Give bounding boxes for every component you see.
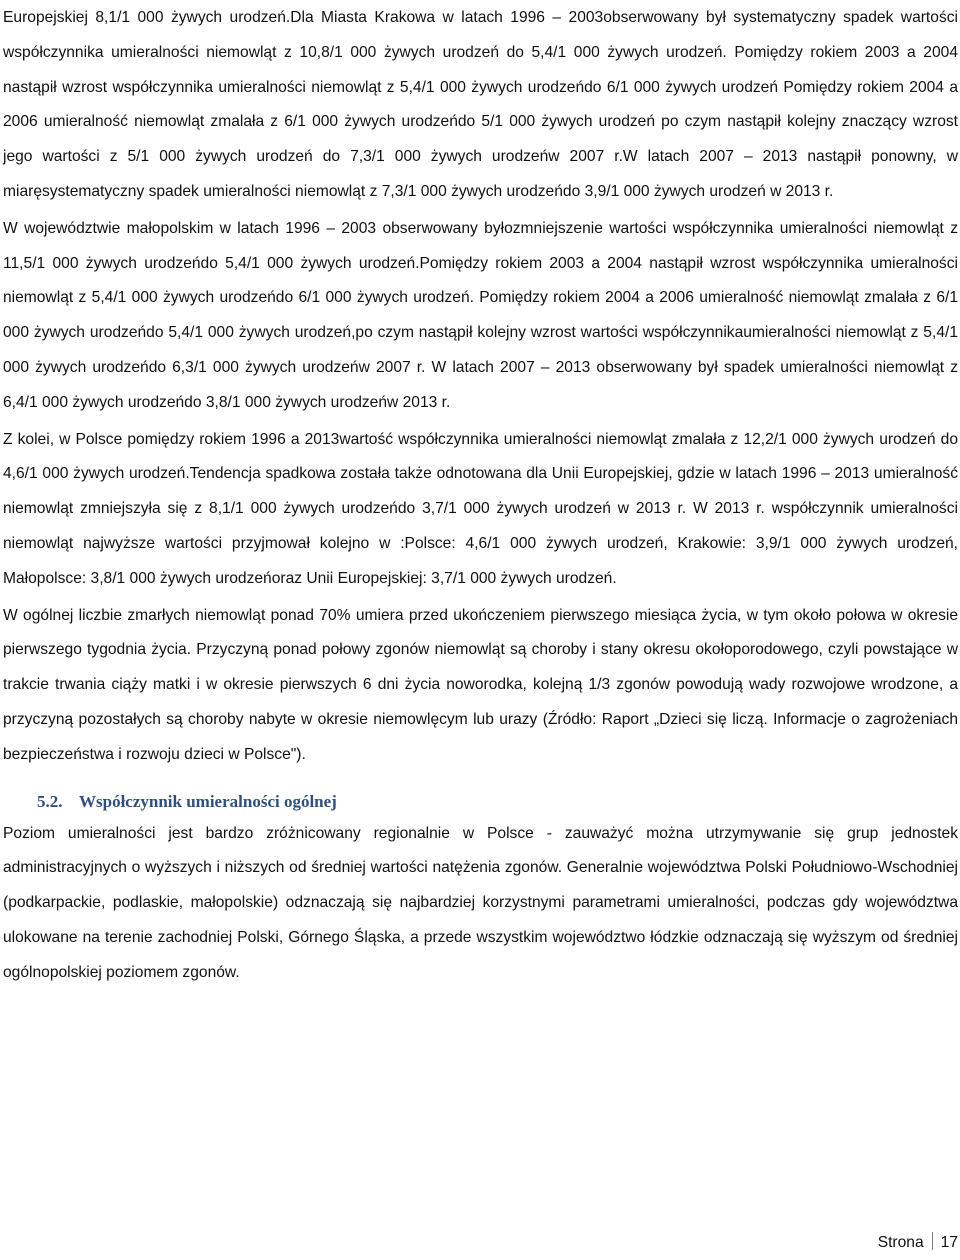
section-title: Współczynnik umieralności ogólnej xyxy=(79,791,337,811)
paragraph-malopolska-infant-mortality: W województwie małopolskim w latach 1996 – 2003 obserwowany byłozmniejszenie wartości współczynnika umieralności niemowląt z 11,5/1 000 żywych urodzeńdo 5,4/1 000 żywych urodzeń.Pomiędzy rokiem 2003 a 2004 nastąpił wzrost współczynnika umieralności niemowląt z 5,4/1 000 żywych urodzeńdo 6/1 000 żywych urodzeń. Pomiędzy rokiem 2004 a 2006 umieralność niemowląt zmalała z 6/1 000 żywych urodzeńdo 5,4/1 000 żywych urodzeń,po czym nastąpił kolejny wzrost wartości współczynnikaumieralności niemowląt z 5,4/1 000 żywych urodzeńdo 6,3/1 000 żywych urodzeńw 2007 r. W latach 2007 – 2013 obserwowany był spadek umieralności niemowląt z 6,4/1 000 żywych urodzeńdo 3,8/1 000 żywych urodzeńw 2013 r. xyxy=(3,219,958,411)
footer-separator xyxy=(932,1232,933,1250)
paragraph-poland-eu-infant-mortality: Z kolei, w Polsce pomiędzy rokiem 1996 a 2013wartość współczynnika umieralności niemowląt zmalała z 12,2/1 000 żywych urodzeń do 4,6/1 000 żywych urodzeń.Tendencja spadkowa została także odnotowana dla Unii Europejskiej, gdzie w latach 1996 – 2013 umieralność niemowląt zmniejszyła się z 8,1/1 000 żywych urodzeńdo 3,7/1 000 żywych urodzeń w 2013 r. W 2013 r. współczynnik umieralności niemowląt najwyższe wartości przyjmował kolejno w :Polsce: 4,6/1 000 żywych urodzeń, Krakowie: 3,9/1 000 żywych urodzeń, Małopolsce: 3,8/1 000 żywych urodzeńoraz Unii Europejskiej: 3,7/1 000 żywych urodzeń. xyxy=(3,430,958,587)
page-footer xyxy=(878,1232,958,1254)
paragraph-regional-mortality: Poziom umieralności jest bardzo zróżnicowany regionalnie w Polsce - zauważyć można utrzymywanie się grup jednostek administracyjnych o wyższych i niższych od średniej wartości natężenia zgonów. Generalnie województwa Polski Południowo-Wschodniej (podkarpackie, podlaskie, małopolskie) odznaczają się najbardziej korzystnymi parametrami umieralności, podczas gdy województwa ulokowane na terenie zachodniej Polski, Górnego Śląska, a przede wszystkim województwo łódzkie odznaczają się wyższym od średniej ogólnopolskiej poziomem zgonów. xyxy=(3,824,958,981)
footer-label: Strona xyxy=(877,1234,924,1251)
section-number: 5.2. xyxy=(37,791,63,811)
paragraph-krakow-infant-mortality: Europejskiej 8,1/1 000 żywych urodzeń.Dla Miasta Krakowa w latach 1996 – 2003obserwowany był systematyczny spadek wartości współczynnika umieralności niemowląt z 10,8/1 000 żywych urodzeń do 5,4/1 000 żywych urodzeń. Pomiędzy rokiem 2003 a 2004 nastąpił wzrost współczynnika umieralności niemowląt z 5,4/1 000 żywych urodzeńdo 6/1 000 żywych urodzeń Pomiędzy rokiem 2004 a 2006 umieralność niemowląt zmalała z 6/1 000 żywych urodzeńdo 5/1 000 żywych urodzeń po czym nastąpił kolejny znaczący wzrost jego wartości z 5/1 000 żywych urodzeń do 7,3/1 000 żywych urodzeńw 2007 r.W latach 2007 – 2013 nastąpił ponowny, w miaręsystematyczny spadek umieralności niemowląt z 7,3/1 000 żywych urodzeńdo 3,9/1 000 żywych urodzeń w 2013 r. xyxy=(3,9,958,200)
section-heading xyxy=(37,787,958,817)
paragraph-causes-infant-deaths: W ogólnej liczbie zmarłych niemowląt ponad 70% umiera przed ukończeniem pierwszego miesiąca życia, w tym około połowa w okresie pierwszego tygodnia życia. Przyczyną ponad połowy zgonów niemowląt są choroby i stany okresu okołoporodowego, czyli powstające w trakcie trwania ciąży matki i w okresie pierwszych 6 dni życia noworodka, kolejną 1/3 zgonów powodują wady rozwojowe wrodzone, a przyczyną pozostałych są choroby nabyte w okresie niemowlęcym lub urazy (Źródło: Raport „Dzieci się liczą. Informacje o zagrożeniach bezpieczeństwa i rozwoju dzieci w Polsce"). xyxy=(3,606,958,763)
footer-page-number: 17 xyxy=(940,1234,958,1251)
